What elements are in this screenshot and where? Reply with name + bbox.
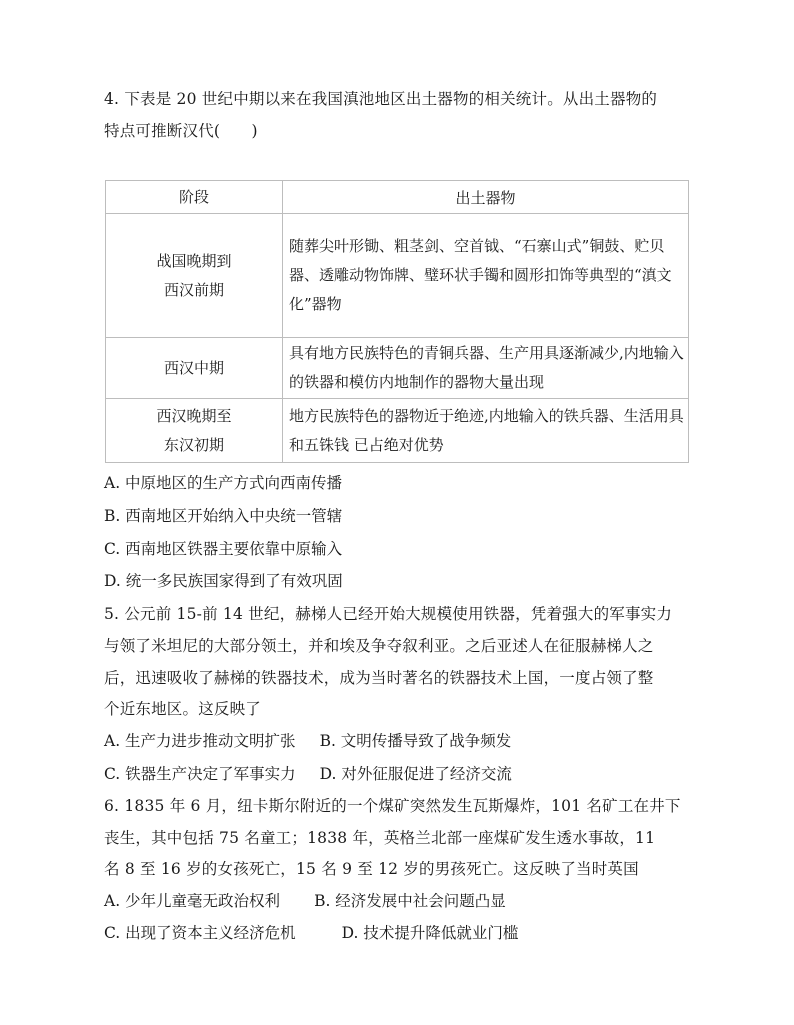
question-5-options-row-1 (104, 729, 511, 751)
table-row (106, 214, 689, 338)
question-4-option-a[interactable]: A. 中原地区的生产方式向西南传播 (104, 474, 343, 492)
question-6-stem-line-3: 名 8 至 16 岁的女孩死亡，15 名 9 至 12 岁的男孩死亡。这反映了当时英国 (104, 860, 639, 878)
stage-cell (106, 338, 283, 399)
question-6-options-row-1 (104, 889, 506, 911)
stage-line: 战国晚期到 (156, 251, 232, 270)
question-4-stem-line-1: 4. 下表是 20 世纪中期以来在我国滇池地区出土器物的相关统计。从出土器物的 (104, 90, 658, 108)
question-4-option-d[interactable]: D. 统一多民族国家得到了有效巩固 (104, 572, 343, 590)
question-6-options-row-2 (104, 921, 518, 943)
question-5-option-d[interactable]: D. 对外征服促进了经济交流 (319, 765, 512, 783)
artifact-table (105, 180, 689, 463)
question-6-stem-line-1: 6. 1835 年 6 月，纽卡斯尔附近的一个煤矿突然发生瓦斯爆炸，101 名矿工在井下 (104, 797, 681, 815)
header-artifacts: 出土器物 (283, 181, 689, 214)
question-6-option-d[interactable]: D. 技术提升降低就业门槛 (341, 924, 519, 942)
question-4-option-b[interactable]: B. 西南地区开始纳入中央统一管辖 (104, 507, 343, 525)
artifacts-cell: 地方民族特色的器物近于绝迹,内地输入的铁兵器、生活用具和五铢钱 已占绝对优势 (283, 399, 689, 463)
artifacts-cell: 随葬尖叶形锄、粗茎剑、空首钺、“石寨山式”铜鼓、贮贝器、透雕动物饰牌、璧环状手镯和圆形扣饰等典型的“滇文化”器物 (283, 214, 689, 338)
question-5-stem-line-2: 与领了米坦尼的大部分领土，并和埃及争夺叙利亚。之后亚述人在征服赫梯人之 (104, 637, 654, 655)
stage-line: 东汉初期 (163, 435, 224, 454)
question-6-option-b[interactable]: B. 经济发展中社会问题凸显 (314, 892, 506, 910)
question-5-stem-line-4: 个近东地区。这反映了 (104, 700, 262, 718)
question-5-option-a[interactable]: A. 生产力进步推动文明扩张 (104, 732, 296, 750)
stage-line: 西汉中期 (163, 358, 224, 377)
question-5-option-b[interactable]: B. 文明传播导致了战争频发 (319, 732, 512, 750)
question-5-stem-line-1: 5. 公元前 15-前 14 世纪，赫梯人已经开始大规模使用铁器，凭着强大的军事实力 (104, 605, 673, 623)
stage-line: 西汉前期 (163, 280, 224, 299)
question-6-option-a[interactable]: A. 少年儿童毫无政治权利 (104, 892, 281, 910)
table-header-row (106, 181, 689, 214)
table-row (106, 338, 689, 399)
question-5-options-row-2 (104, 762, 512, 784)
question-5-stem-line-3: 后，迅速吸收了赫梯的铁器技术，成为当时著名的铁器技术上国，一度占领了整 (104, 669, 654, 687)
stage-cell (106, 214, 283, 338)
table-row (106, 399, 689, 463)
stage-line: 西汉晚期至 (156, 406, 232, 425)
artifacts-cell: 具有地方民族特色的青铜兵器、生产用具逐渐减少,内地输入的铁器和模仿内地制作的器物大量出现 (283, 338, 689, 399)
question-6-stem-line-2: 丧生，其中包括 75 名童工；1838 年，英格兰北部一座煤矿发生透水事故，11 (104, 829, 656, 847)
header-stage: 阶段 (106, 181, 283, 214)
question-6-option-c[interactable]: C. 出现了资本主义经济危机 (104, 924, 296, 942)
stage-cell (106, 399, 283, 463)
question-5-option-c[interactable]: C. 铁器生产决定了军事实力 (104, 765, 296, 783)
question-4-option-c[interactable]: C. 西南地区铁器主要依靠中原输入 (104, 540, 343, 558)
question-4-stem-line-2: 特点可推断汉代( ) (104, 122, 258, 140)
